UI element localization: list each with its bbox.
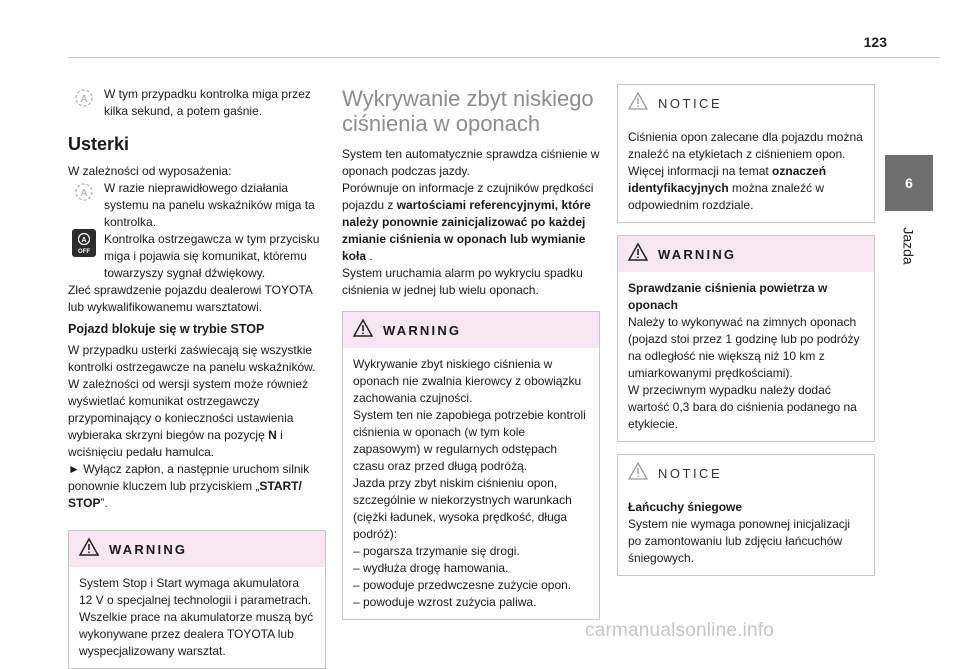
stop-start-warning-icon bbox=[68, 180, 100, 204]
notice-subtitle: Łańcuchy śniegowe bbox=[628, 500, 743, 514]
list-item: – powoduje wzrost zużycia paliwa. bbox=[353, 595, 537, 609]
warning-header bbox=[343, 312, 599, 348]
warning-triangle-icon bbox=[628, 243, 648, 266]
notice-title: NOTICE bbox=[658, 95, 723, 111]
start-stop-label: START/ STOP bbox=[68, 479, 302, 510]
chapter-tab[interactable] bbox=[885, 155, 933, 211]
paragraph-c-end: ”. bbox=[100, 496, 108, 510]
tpms-p2-start: Porównuje on informacje z czujników prędkości pojazdu z bbox=[342, 181, 594, 212]
gear-n-label: N bbox=[268, 428, 277, 442]
notice-box-labels bbox=[617, 84, 875, 223]
warning-title: WARNING bbox=[109, 541, 188, 557]
chapter-number: 6 bbox=[905, 175, 913, 191]
fault-item-2 bbox=[68, 231, 326, 282]
warning-title: WARNING bbox=[383, 322, 462, 338]
fault-item-2-text: Kontrolka ostrzegawcza w tym przycisku miga i pojawia się komunikat, któremu towarzyszy sygnał dźwiękowy. bbox=[104, 232, 320, 280]
chapter-label-text: Jazda bbox=[900, 227, 917, 265]
section-title-tyre-pressure: Wykrywanie zbyt niskiego ciśnienia w oponach bbox=[342, 86, 594, 136]
warning-box-pressure-check bbox=[617, 235, 875, 442]
svg-text:A: A bbox=[81, 237, 87, 244]
warning-box-battery bbox=[68, 530, 326, 669]
list-item: – pogarsza trzymanie się drogi. bbox=[353, 544, 520, 558]
warning-triangle-icon bbox=[353, 319, 373, 342]
paragraph-b-end: i wciśnięciu pedału hamulca. bbox=[68, 428, 283, 459]
column-3 bbox=[617, 84, 875, 576]
svg-text:A: A bbox=[80, 188, 88, 199]
fault-item-1-text: W razie nieprawidłowego działania systemu na panelu wskaźników miga ta kontrolka. bbox=[104, 181, 315, 229]
warning-header bbox=[69, 531, 325, 567]
section-heading-usterki: Usterki bbox=[68, 134, 130, 154]
paragraph-b-start: W zależności od wersji system może również wyświetlać komunikat ostrzegawczy przypominający o konieczności ustawienia wybieraka skrzyni biegów na pozycję bbox=[68, 377, 309, 442]
watermark: carmanualsonline.info bbox=[585, 620, 775, 641]
notice-text-bold: oznaczeń identyfikacyjnych bbox=[628, 164, 827, 195]
svg-text:A: A bbox=[80, 94, 88, 105]
tpms-paragraph-1: System ten automatycznie sprawdza ciśnienie w oponach podczas jazdy. bbox=[342, 147, 600, 178]
list-item: – wydłuża drogę hamowania. bbox=[353, 561, 509, 575]
notice-text-start: Ciśnienia opon zalecane dla pojazdu można znaleźć na etykietach z ciśnieniem opon. Więcej informacji na temat bbox=[628, 130, 863, 178]
warning-title: WARNING bbox=[658, 246, 737, 262]
pressure-warning-2: W przeciwnym wypadku należy dodać wartość 0,3 bara do ciśnienia podanego na etykiecie. bbox=[628, 383, 857, 431]
notice-triangle-icon bbox=[628, 92, 648, 115]
snow-chains-text: System nie wymaga ponownej inicjalizacji po zamontowaniu lub zdjęciu łańcuchów śniegowych. bbox=[628, 517, 851, 565]
tpms-p2-end: . bbox=[366, 249, 373, 263]
notice-header bbox=[618, 455, 874, 491]
page-number: 123 bbox=[863, 34, 887, 50]
fault-item-1 bbox=[68, 180, 326, 231]
chapter-label bbox=[885, 216, 933, 276]
tpms-p2-bold: wartościami referencyjnymi, które należy ponownie zainicjalizować po każdej zmianie ciśnienia w oponach lub wymianie koła bbox=[342, 198, 591, 263]
paragraph-b bbox=[68, 376, 326, 461]
paragraph-c bbox=[68, 461, 326, 512]
paragraph-a: W przypadku usterki zaświecają się wszystkie kontrolki ostrzegawcze na panelu wskaźników. bbox=[68, 343, 316, 374]
intro-text: W tym przypadku kontrolka miga przez kilka sekund, a potem gaśnie. bbox=[104, 87, 311, 118]
intro-row bbox=[68, 86, 326, 120]
tpms-warning-1: Wykrywanie zbyt niskiego ciśnienia w oponach nie zwalnia kierowcy z obowiązku zachowania czujności. bbox=[353, 357, 582, 405]
stop-start-button-icon bbox=[68, 231, 100, 255]
warning-header bbox=[618, 236, 874, 272]
tpms-paragraph-3: System uruchamia alarm po wykryciu spadku ciśnienia w jednej lub wielu oponach. bbox=[342, 266, 583, 297]
tpms-paragraph-2 bbox=[342, 180, 600, 265]
paragraph-c-start: ► Wyłącz zapłon, a następnie uruchom silnik ponownie kluczem lub przyciskiem „ bbox=[68, 462, 310, 493]
notice-triangle-icon bbox=[628, 462, 648, 485]
column-2 bbox=[342, 86, 600, 620]
svg-text:OFF: OFF bbox=[78, 249, 90, 255]
list-item: – powoduje przedwczesne zużycie opon. bbox=[353, 578, 572, 592]
dealer-text: Zleć sprawdzenie pojazdu dealerowi TOYOTA lub wykwalifikowanemu warsztatowi. bbox=[68, 283, 313, 314]
dependency-text: W zależności od wyposażenia: bbox=[68, 164, 232, 178]
column-1 bbox=[68, 86, 326, 669]
notice-text bbox=[628, 129, 864, 214]
warning-subtitle: Sprawdzanie ciśnienia powietrza w oponach bbox=[628, 281, 828, 312]
notice-title: NOTICE bbox=[658, 465, 723, 481]
warning-box-tpms bbox=[342, 311, 600, 620]
pressure-warning-1: Należy to wykonywać na zimnych oponach (pojazd stoi przez 1 godzinę lub po podróży na odległość nie większą niż 10 km z umiarkowanymi prędkościami). bbox=[628, 315, 860, 380]
notice-header bbox=[618, 85, 874, 121]
top-divider bbox=[68, 57, 940, 58]
subheading-stop-lock: Pojazd blokuje się w trybie STOP bbox=[68, 322, 265, 336]
warning-triangle-icon bbox=[79, 538, 99, 561]
notice-box-snow-chains bbox=[617, 454, 875, 576]
notice-text-end: można znaleźć w odpowiednim rozdziale. bbox=[628, 181, 825, 212]
tpms-warning-3: Jazda przy zbyt niskim ciśnieniu opon, szczególnie w niekorzystnych warunkach (ciężki ładunek, wysoka prędkość, długa podróż): bbox=[353, 476, 572, 541]
tpms-warning-2: System ten nie zapobiega potrzebie kontroli ciśnienia w oponach (w tym kole zapasowym) w regularnych odstępach czasu oraz przed długą podróżą. bbox=[353, 408, 586, 473]
warning-text: System Stop i Start wymaga akumulatora 12 V o specjalnej technologii i parametrach. Wszelkie prace na akumulatorze muszą być wykonywane przez dealera TOYOTA lub wyspecjalizowany warsztat. bbox=[79, 576, 314, 658]
stop-start-auto-icon bbox=[68, 86, 100, 110]
